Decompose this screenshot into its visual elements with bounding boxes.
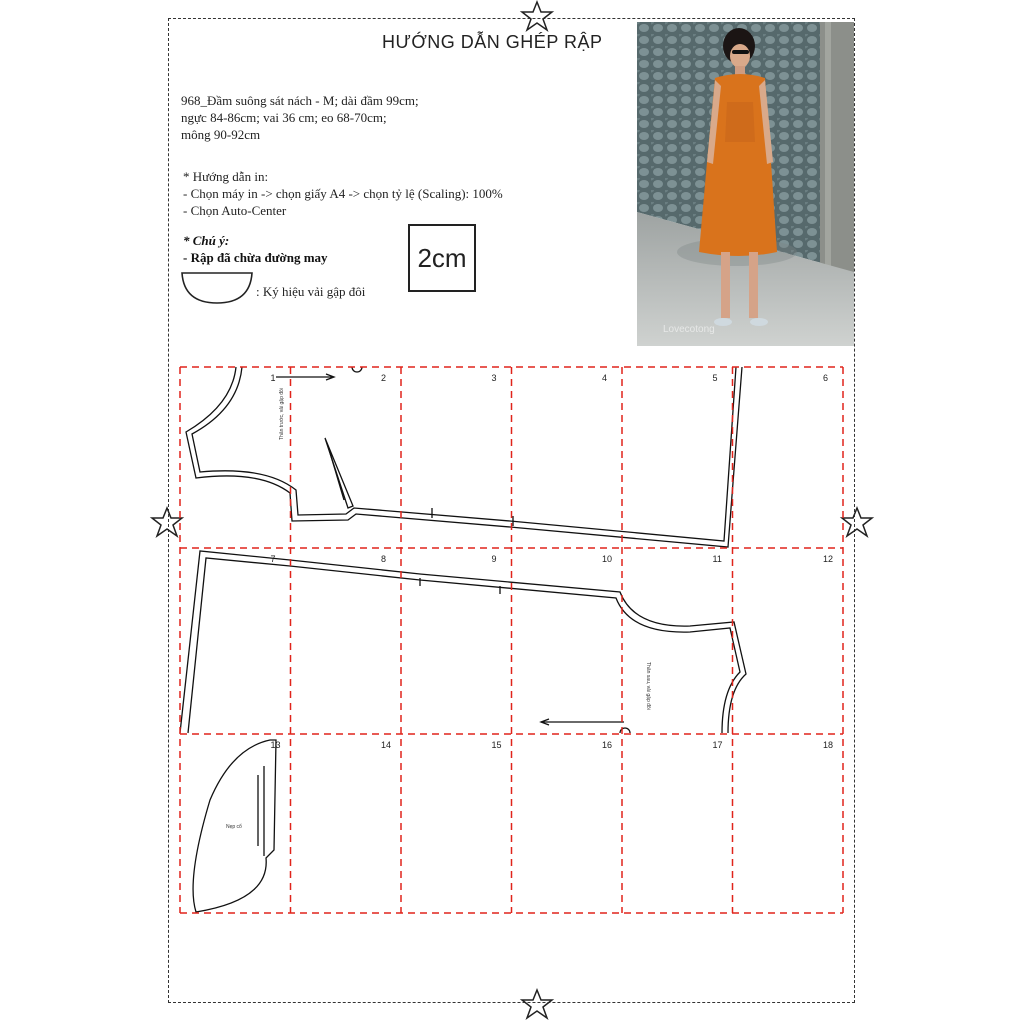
tile-numbers bbox=[271, 373, 834, 750]
scale-check-box: 2cm bbox=[408, 224, 476, 292]
tile-number: 7 bbox=[270, 554, 276, 564]
photo-watermark: Lovecotong bbox=[663, 324, 715, 335]
page-title: HƯỚNG DẪN GHÉP RẬP bbox=[382, 32, 603, 52]
star-marker-icon bbox=[842, 508, 872, 536]
note-text: - Rập đã chừa đường may bbox=[183, 250, 328, 265]
tile-number: 17 bbox=[712, 740, 723, 750]
size-info-line: mông 90-92cm bbox=[181, 127, 261, 142]
tile-number: 3 bbox=[491, 373, 497, 383]
size-info-line: 968_Đầm suông sát nách - M; dài đầm 99cm; bbox=[181, 93, 419, 108]
tile-number: 1 bbox=[270, 373, 276, 383]
tile-number: 10 bbox=[602, 554, 613, 564]
tile-number: 12 bbox=[823, 554, 834, 564]
back-piece-label: Thân sau, vải gập đôi bbox=[645, 662, 651, 710]
tile-number: 2 bbox=[381, 373, 387, 383]
tile-number: 14 bbox=[381, 740, 392, 750]
tile-number: 13 bbox=[270, 740, 281, 750]
tile-number: 8 bbox=[381, 554, 387, 564]
tile-number: 5 bbox=[712, 373, 718, 383]
print-guide-heading: * Hướng dẫn in: bbox=[183, 169, 269, 184]
star-marker-icon bbox=[522, 990, 552, 1018]
front-piece-label: Thân trước, vải gập đôi bbox=[279, 388, 285, 440]
fold-symbol-label: : Ký hiệu vải gập đôi bbox=[256, 284, 366, 299]
print-guide-step: - Chọn Auto-Center bbox=[183, 203, 287, 218]
star-marker-icon bbox=[152, 508, 182, 536]
front-bodice-piece bbox=[186, 367, 742, 547]
facing-piece-label: Nẹp cổ bbox=[226, 824, 242, 830]
tile-number: 4 bbox=[602, 373, 608, 383]
print-guide-step: - Chọn máy in -> chọn giấy A4 -> chọn tỷ lệ (Scaling): 100% bbox=[183, 186, 503, 201]
size-info-line: ngực 84-86cm; vai 36 cm; eo 68-70cm; bbox=[181, 110, 387, 125]
tile-number: 18 bbox=[823, 740, 834, 750]
back-bodice-piece bbox=[180, 551, 746, 733]
tile-number: 9 bbox=[491, 554, 497, 564]
tile-number: 15 bbox=[491, 740, 502, 750]
tile-number: 16 bbox=[602, 740, 613, 750]
tile-grid bbox=[180, 367, 843, 913]
star-marker-icon bbox=[522, 2, 552, 30]
tile-number: 6 bbox=[823, 373, 829, 383]
tile-number: 11 bbox=[712, 554, 722, 564]
note-heading: * Chú ý: bbox=[183, 233, 230, 248]
